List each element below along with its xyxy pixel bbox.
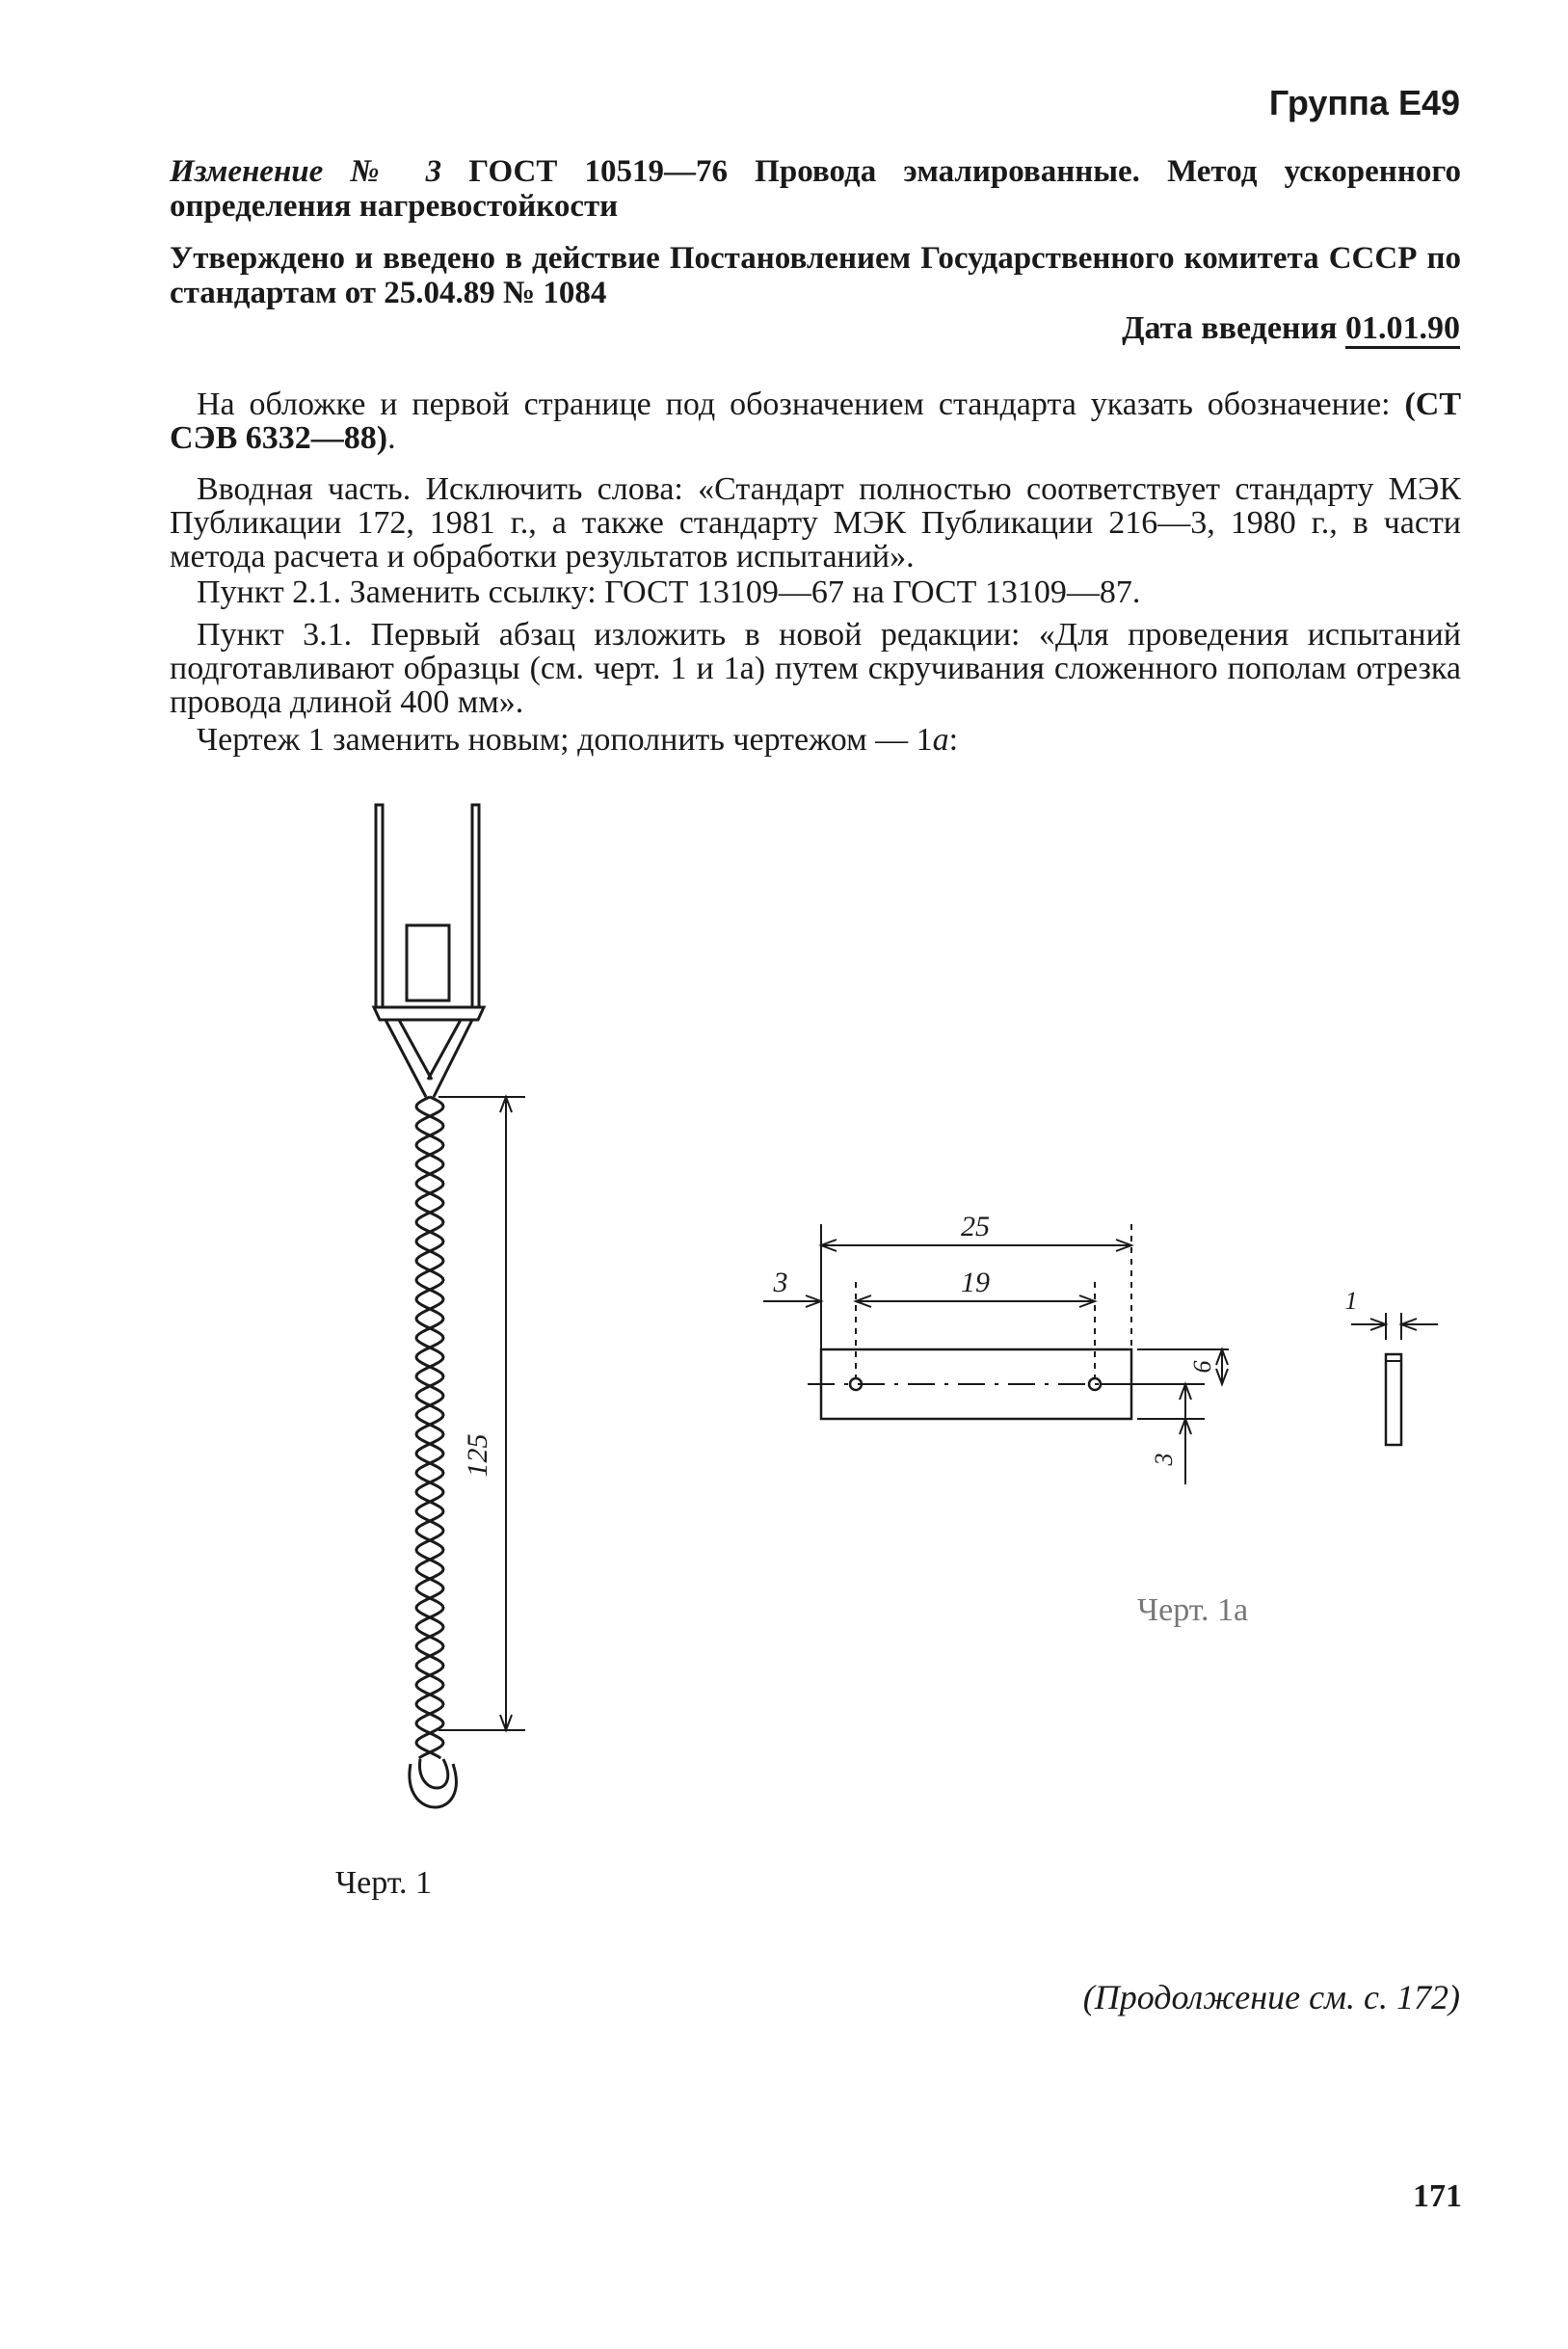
wire-converge-left-inner (399, 1020, 432, 1080)
figure-1-drawing (318, 790, 549, 1831)
approval-text: Утверждено и введено в действие Постановлением Государственного комитета СССР по стандартам от 25.04.89 № 1084 (170, 241, 1461, 310)
dimension-label-19: 19 (961, 1267, 990, 1298)
change-title-block (170, 154, 1461, 224)
dimension-label-bottom-3: 3 (1150, 1453, 1178, 1466)
paragraph-end: . (387, 420, 396, 456)
dimension-label-25: 25 (961, 1211, 990, 1242)
twisted-wire-strand-a (416, 1097, 443, 1758)
twisted-wire-strand-b (416, 1097, 443, 1758)
dimension-label-1: 1 (1344, 1287, 1358, 1315)
introduction-date (1122, 310, 1460, 347)
cmea-standard-ref: (СТ СЭВ 6332—88) (170, 387, 1461, 456)
dimension-label-6: 6 (1188, 1360, 1216, 1374)
holder-crossbar (374, 1007, 484, 1020)
figure-1a-caption: Черт. 1а (1137, 1592, 1249, 1628)
plate-side-view (1386, 1354, 1401, 1445)
paragraph-clause-2-1: Пункт 2.1. Заменить ссылку: ГОСТ 13109—67 на ГОСТ 13109—87. (197, 574, 1141, 610)
paragraph-text: На обложке и первой странице под обозначением стандарта указать обозначение: (197, 387, 1405, 422)
figure-1-caption: Черт. 1 (335, 1865, 433, 1901)
holder-rod-left (376, 805, 383, 1007)
change-title: ГОСТ 10519—76 Провода эмалированные. Метод ускоренного определения нагревостойкости (170, 154, 1461, 224)
paragraph-drawing-replace (170, 723, 1461, 757)
date-value: 01.01.90 (1345, 310, 1460, 346)
change-number: Изменение № 3 (170, 154, 442, 189)
page-number: 171 (1413, 2178, 1462, 2214)
wire-loop-inner (419, 1759, 447, 1788)
drawing-suffix: а (932, 722, 949, 758)
dimension-label-125: 125 (462, 1433, 493, 1478)
paragraph-text: Чертеж 1 заменить новым; дополнить чертежом — 1 (197, 722, 933, 758)
figure-1a-drawing (752, 1195, 1465, 1504)
continuation-note: (Продолжение см. с. 172) (1082, 1978, 1460, 2016)
wire-loop-outer (410, 1764, 457, 1807)
paragraph-introductory-part: Вводная часть. Исключить слова: «Стандарт полностью соответствует стандарту МЭК Публикации 172, 1981 г., а также стандарту МЭК Публикации 216—3, 1980 г., в части метода расчета и обработки результатов испытаний». (170, 471, 1461, 574)
holder-block (407, 925, 449, 1001)
paragraph-end: : (948, 722, 959, 758)
dimension-label-3: 3 (773, 1267, 788, 1298)
paragraph-cover-designation (170, 387, 1461, 455)
date-label: Дата введения (1122, 310, 1338, 346)
group-code: Группа Е49 (1268, 83, 1460, 122)
paragraph-clause-3-1: Пункт 3.1. Первый абзац изложить в новой редакции: «Для проведения испытаний подготавливают образцы (см. черт. 1 и 1а) путем скручивания сложенного пополам отрезка провода длиной 400 мм». (170, 617, 1461, 720)
holder-rod-right (472, 805, 479, 1007)
